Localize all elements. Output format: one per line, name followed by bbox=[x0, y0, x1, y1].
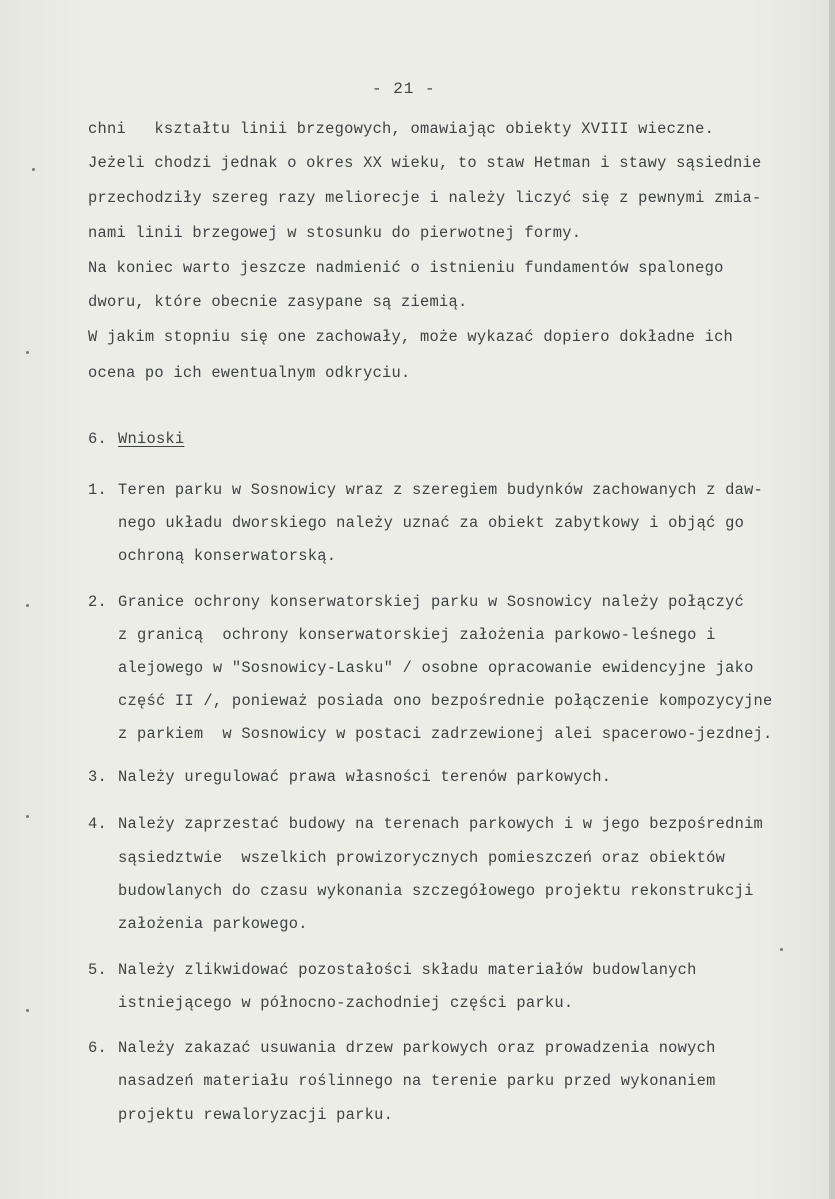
list-item-line: z parkiem w Sosnowicy w postaci zadrzewionej alei spacerowo-jezdnej. bbox=[118, 725, 773, 743]
text-line: dworu, które obecnie zasypane są ziemią. bbox=[88, 293, 468, 311]
list-item-line: z granicą ochrony konserwatorskiej założenia parkowo-leśnego i bbox=[118, 626, 716, 644]
text-line: przechodziły szereg razy meliorecje i należy liczyć się z pewnymi zmia- bbox=[88, 189, 762, 207]
page-number: - 21 - bbox=[372, 80, 436, 98]
list-item-line: budowlanych do czasu wykonania szczegółowego projektu rekonstrukcji bbox=[118, 882, 754, 900]
list-item-line: nego układu dworskiego należy uznać za obiekt zabytkowy i objąć go bbox=[118, 514, 745, 532]
list-number: 5. bbox=[88, 961, 107, 979]
page-edge bbox=[829, 0, 835, 1199]
margin-mark bbox=[26, 351, 29, 354]
list-item-line: Należy zlikwidować pozostałości składu materiałów budowlanych bbox=[118, 961, 697, 979]
list-item-line: ochroną konserwatorską. bbox=[118, 547, 337, 565]
text-line: W jakim stopniu się one zachowały, może wykazać dopiero dokładne ich bbox=[88, 328, 734, 346]
list-item-line: sąsiedztwie wszelkich prowizorycznych pomieszczeń oraz obiektów bbox=[118, 849, 726, 867]
text-line: Jeżeli chodzi jednak o okres XX wieku, to staw Hetman i stawy sąsiednie bbox=[88, 154, 762, 172]
list-item-line: istniejącego w północno-zachodniej części parku. bbox=[118, 994, 574, 1012]
margin-mark bbox=[26, 815, 29, 818]
list-item-line: Należy uregulować prawa własności terenów parkowych. bbox=[118, 768, 612, 786]
margin-mark bbox=[26, 604, 29, 607]
list-number: 2. bbox=[88, 593, 107, 611]
margin-mark bbox=[26, 1009, 29, 1012]
list-item-line: nasadzeń materiału roślinnego na terenie parku przed wykonaniem bbox=[118, 1072, 716, 1090]
text-line: nami linii brzegowej w stosunku do pierwotnej formy. bbox=[88, 224, 582, 242]
text-line: chni kształtu linii brzegowych, omawiając obiekty XVIII wieczne. bbox=[88, 120, 715, 138]
list-item-line: Należy zakazać usuwania drzew parkowych oraz prowadzenia nowych bbox=[118, 1039, 716, 1057]
margin-mark bbox=[780, 948, 783, 951]
list-item-line: Teren parku w Sosnowicy wraz z szeregiem budynków zachowanych z daw- bbox=[118, 481, 764, 499]
list-number: 3. bbox=[88, 768, 107, 786]
list-item-line: projektu rewaloryzacji parku. bbox=[118, 1106, 394, 1124]
list-number: 6. bbox=[88, 1039, 107, 1057]
list-number: 4. bbox=[88, 815, 107, 833]
text-line: ocena po ich ewentualnym odkryciu. bbox=[88, 364, 411, 382]
list-number: 1. bbox=[88, 481, 107, 499]
section-heading: Wnioski bbox=[118, 430, 185, 448]
list-item-line: Granice ochrony konserwatorskiej parku w Sosnowicy należy połączyć bbox=[118, 593, 745, 611]
margin-mark bbox=[32, 168, 35, 171]
text-line: Na koniec warto jeszcze nadmienić o istnieniu fundamentów spalonego bbox=[88, 259, 724, 277]
list-item-line: alejowego w "Sosnowicy-Lasku" / osobne opracowanie ewidencyjne jako bbox=[118, 659, 754, 677]
list-item-line: część II /, ponieważ posiada ono bezpośrednie połączenie kompozycyjne bbox=[118, 692, 773, 710]
list-item-line: Należy zaprzestać budowy na terenach parkowych i w jego bezpośrednim bbox=[118, 815, 764, 833]
list-item-line: założenia parkowego. bbox=[118, 915, 308, 933]
section-number: 6. bbox=[88, 430, 107, 448]
